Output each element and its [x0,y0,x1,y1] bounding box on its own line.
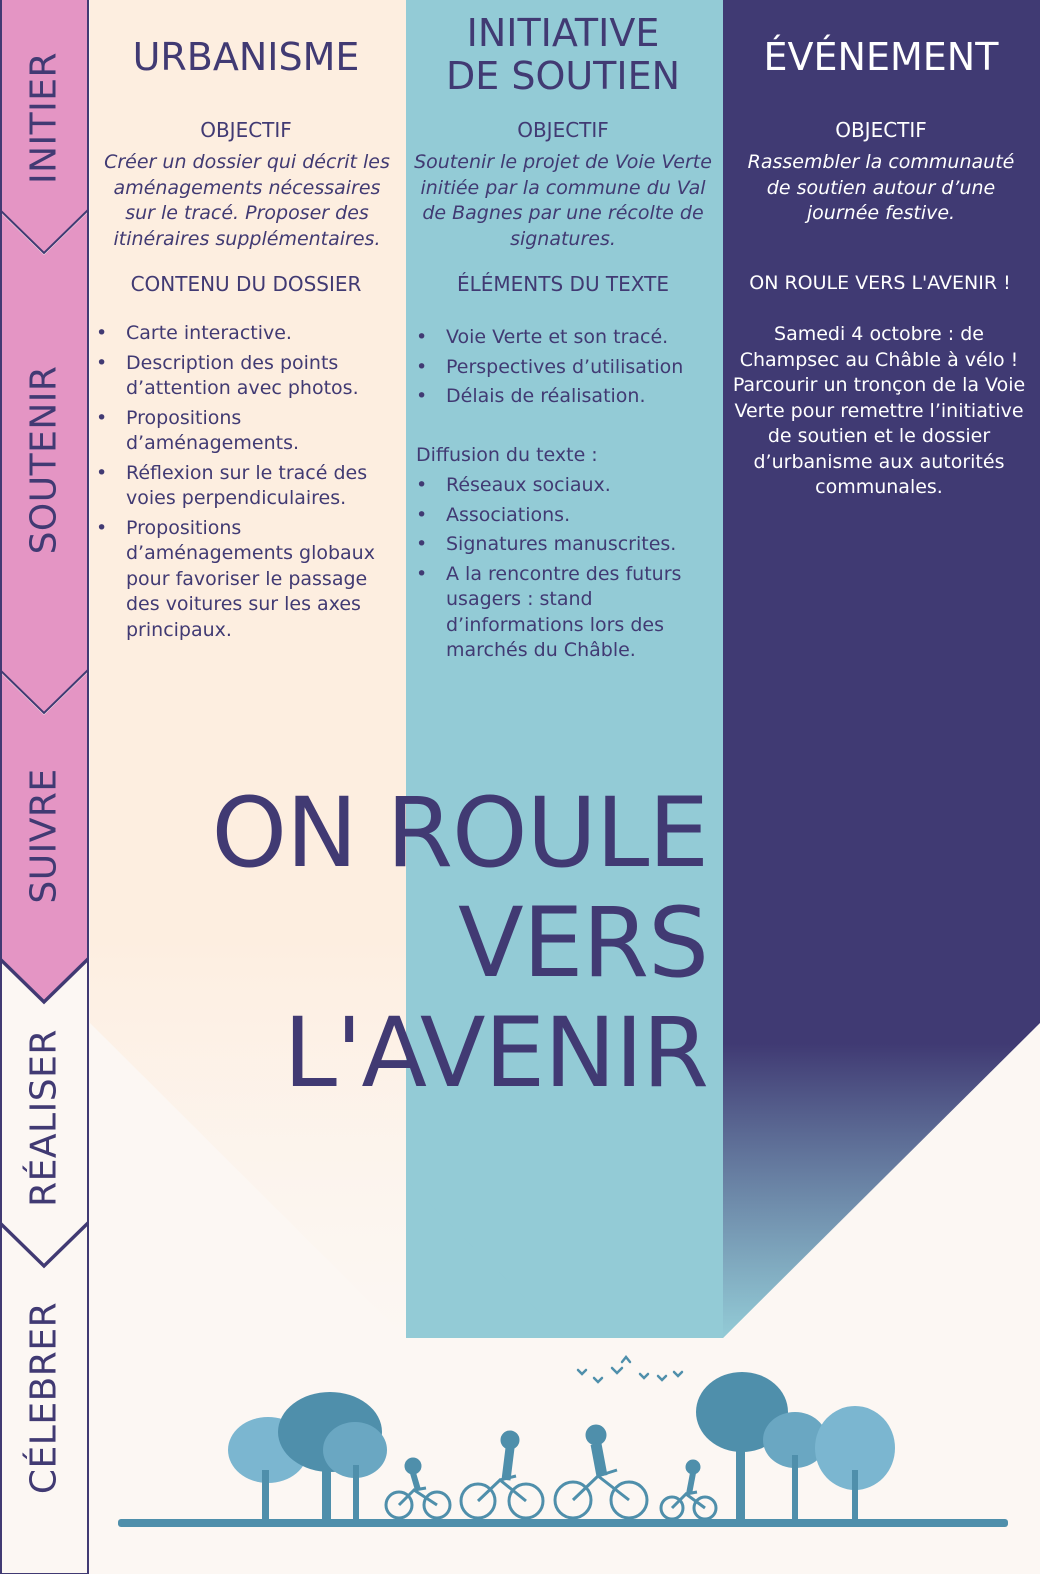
stage-label-initier: INITIER [23,51,65,185]
list-item: • Propositions d’aménagements. [96,406,390,457]
evenement-event-text: Samedi 4 octobre : de Champsec au Châble à vélo ! Parcourir un tronçon de la Voie Verte pour remettre l’initiative de soutien et le dossier d’urbanisme aux autorités communales. [732,323,1026,498]
urbanisme-content-heading: CONTENU DU DOSSIER [130,272,362,296]
stage-label-soutenir: SOUTENIR [23,365,65,555]
initiative-title [410,12,716,97]
initiative-objective-heading: OBJECTIF [517,118,609,142]
initiative-content-list [416,325,712,414]
initiative-diffusion-list [416,473,712,668]
urbanisme-content-list [96,321,390,647]
slogan [148,778,708,1108]
list-item: • Propositions d’aménagements globaux pour favoriser le passage des voitures sur les axes principaux. [96,516,390,644]
list-item: • Signatures manuscrites. [416,532,712,558]
urbanisme-title: URBANISME [132,35,360,79]
list-item: • Réflexion sur le tracé des voies perpendiculaires. [96,461,390,512]
initiative-diffusion-heading: Diffusion du texte : [416,444,598,466]
slogan-line2: VERS [458,887,708,999]
slogan-line3: L'AVENIR [283,997,708,1109]
trees-left-icon [228,1392,387,1520]
stage-label-realiser: RÉALISER [23,1029,65,1207]
list-item: • Perspectives d’utilisation [416,355,712,381]
list-item: • Réseaux sociaux. [416,473,712,499]
evenement-objective-heading: OBJECTIF [835,118,927,142]
slogan-line1: ON ROULE [211,777,708,889]
stage-label-suivre: SUIVRE [23,768,65,904]
list-item: • Voie Verte et son tracé. [416,325,712,351]
evenement-event-heading: ON ROULE VERS L'AVENIR ! [749,272,1011,294]
birds-icon [578,1357,682,1382]
evenement-title: ÉVÉNEMENT [763,35,999,79]
list-item: • Associations. [416,503,712,529]
cyclists-icon [386,1426,716,1519]
urbanisme-objective-text: Créer un dossier qui décrit les aménagements nécessaires sur le tracé. Proposer des itinéraires supplémentaires. [104,151,390,250]
ground-line [118,1519,1008,1527]
initiative-content-heading: ÉLÉMENTS DU TEXTE [457,272,669,296]
evenement-objective-text: Rassembler la communauté de soutien autour d’une journée festive. [747,151,1015,224]
urbanisme-objective-heading: OBJECTIF [200,118,292,142]
stage-label-celebrer: CÉLEBRER [23,1301,65,1495]
initiative-objective-text: Soutenir le projet de Voie Verte initiée par la commune du Val de Bagnes par une récolte de signatures. [414,151,712,250]
trees-right-icon [696,1372,895,1520]
list-item: • Carte interactive. [96,321,390,347]
initiative-title-line2: DE SOUTIEN [445,53,681,98]
initiative-title-line1: INITIATIVE [466,11,660,55]
list-item: • A la rencontre des futurs usagers : stand d’informations lors des marchés du Châble. [416,562,712,664]
list-item: • Description des points d’attention avec photos. [96,351,390,402]
list-item: • Délais de réalisation. [416,384,712,410]
